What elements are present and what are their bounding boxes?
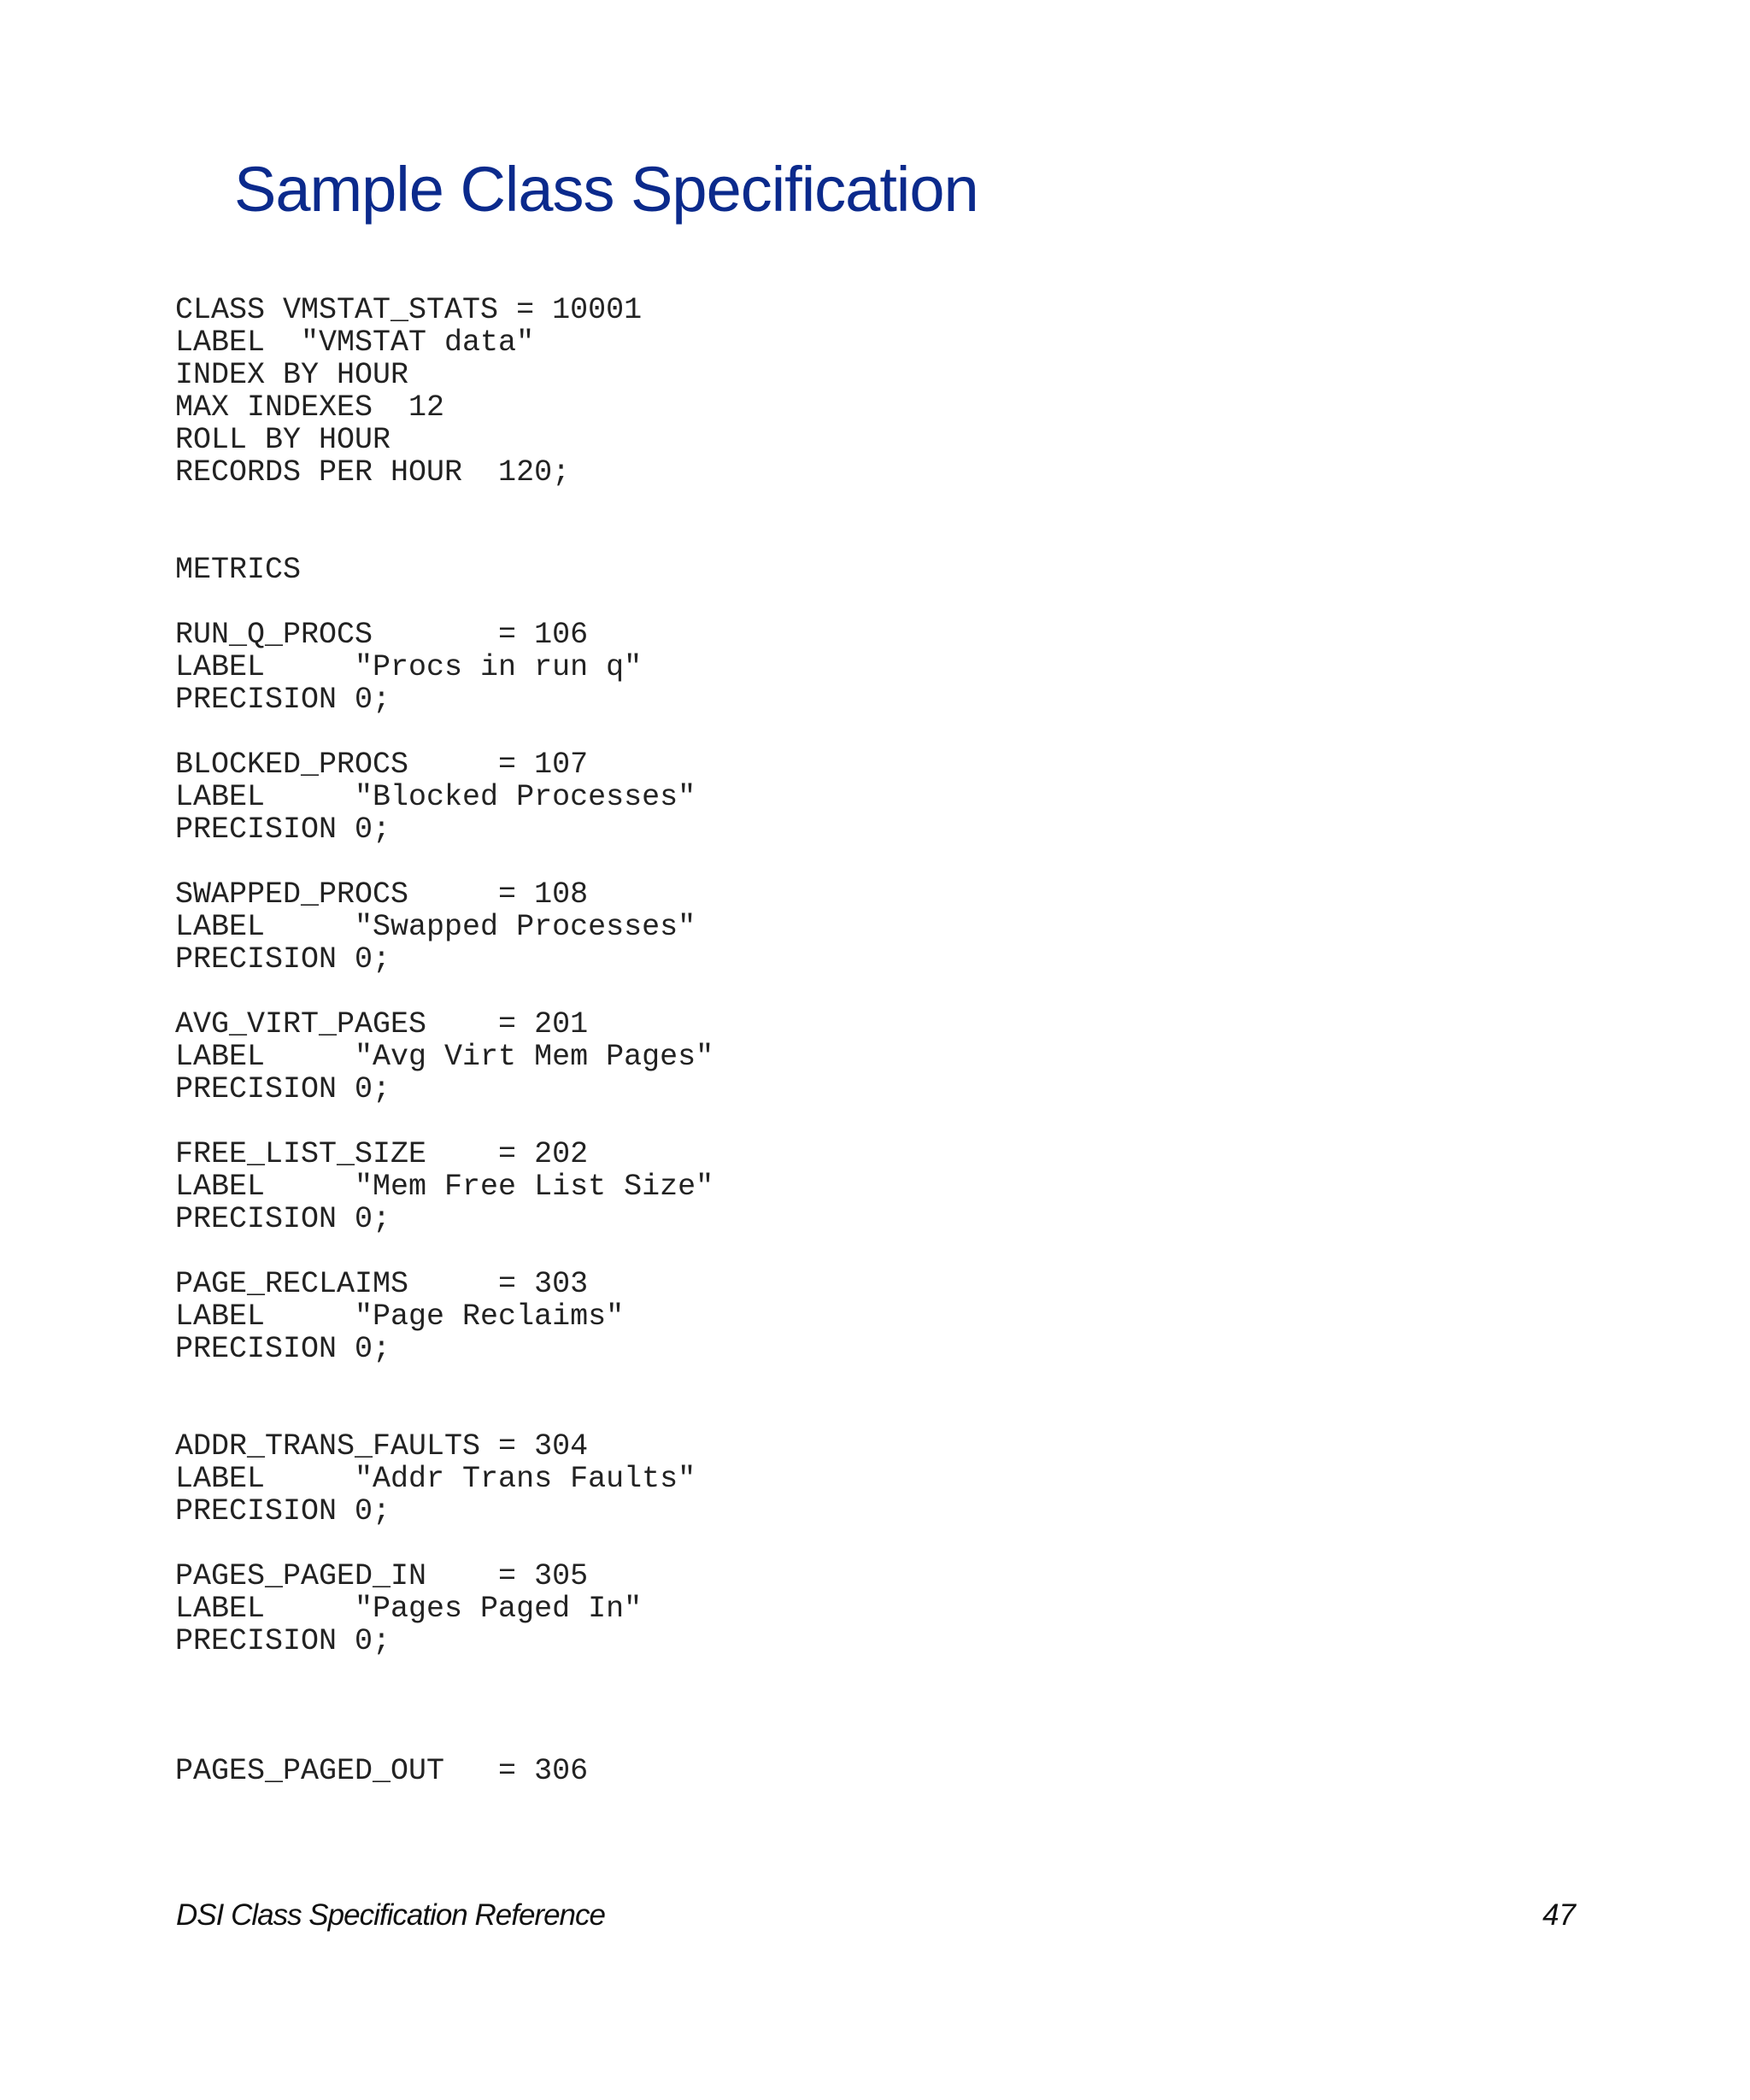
code-line: ROLL BY HOUR [175,423,391,457]
code-blank-line [175,1106,714,1138]
code-line: LABEL "Page Reclaims" [175,1299,625,1334]
code-blank-line [175,716,714,748]
code-line: LABEL "Mem Free List Size" [175,1170,714,1204]
code-line: LABEL "Pages Paged In" [175,1592,643,1626]
code-line: PAGES_PAGED_IN = 305 [175,1559,589,1593]
code-line: PRECISION 0; [175,1624,391,1658]
code-blank-line [175,489,714,521]
code-line: PRECISION 0; [175,1072,391,1106]
page-title: Sample Class Specification [234,154,978,225]
page-number: 47 [1542,1898,1576,1932]
code-line: CLASS VMSTAT_STATS = 10001 [175,293,643,327]
code-blank-line [175,586,714,619]
code-line: RUN_Q_PROCS = 106 [175,618,589,652]
code-line: LABEL "VMSTAT data" [175,326,535,360]
code-listing [175,294,714,1787]
code-blank-line [175,1657,714,1690]
code-blank-line [175,1365,714,1398]
code-line: METRICS [175,553,302,587]
code-line: ADDR_TRANS_FAULTS = 304 [175,1429,589,1464]
code-blank-line [175,846,714,878]
code-line: BLOCKED_PROCS = 107 [175,748,589,782]
code-line: PRECISION 0; [175,1202,391,1236]
code-blank-line [175,1398,714,1430]
code-line: PAGES_PAGED_OUT = 306 [175,1754,589,1788]
code-line: LABEL "Blocked Processes" [175,780,696,814]
code-line: INDEX BY HOUR [175,358,409,392]
code-line: PRECISION 0; [175,812,391,847]
footer-document-title: DSI Class Specification Reference [176,1898,605,1932]
code-blank-line [175,1722,714,1755]
code-line: PRECISION 0; [175,942,391,977]
code-line: LABEL "Avg Virt Mem Pages" [175,1040,714,1074]
code-blank-line [175,976,714,1008]
code-line: FREE_LIST_SIZE = 202 [175,1137,589,1171]
code-line: RECORDS PER HOUR 120; [175,455,571,490]
code-line: AVG_VIRT_PAGES = 201 [175,1007,589,1041]
code-blank-line [175,1528,714,1560]
code-line: LABEL "Swapped Processes" [175,910,696,944]
code-blank-line [175,521,714,554]
code-line: PAGE_RECLAIMS = 303 [175,1267,589,1301]
code-line: PRECISION 0; [175,1332,391,1366]
code-line: LABEL "Procs in run q" [175,650,643,684]
code-line: PRECISION 0; [175,683,391,717]
code-line: MAX INDEXES 12 [175,390,445,425]
code-blank-line [175,1690,714,1722]
code-line: LABEL "Addr Trans Faults" [175,1462,696,1496]
code-blank-line [175,1235,714,1268]
code-line: PRECISION 0; [175,1494,391,1528]
code-line: SWAPPED_PROCS = 108 [175,877,589,912]
